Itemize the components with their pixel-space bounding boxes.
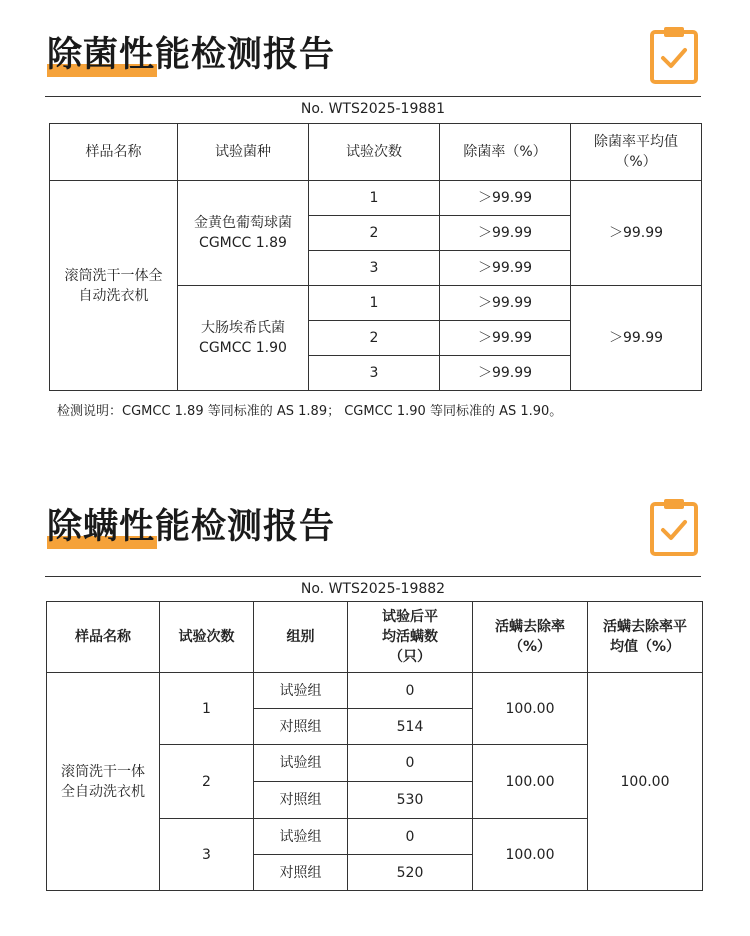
group-label: 对照组 [254,709,348,745]
strain-cell-2 [178,286,309,391]
strain-code: CGMCC 1.89 [199,235,287,251]
table-header-row [50,124,702,181]
table-row [50,181,702,216]
mite-removal-report-table [46,601,703,891]
header-group: 组别 [254,602,348,673]
table-row [47,673,703,709]
rate-value: ＞99.99 [440,216,571,251]
rate-value: ＞99.99 [440,321,571,356]
header-trial-count: 试验次数 [309,124,440,181]
strain-name: 大肠埃希氏菌 [201,320,285,336]
trial-number: 3 [160,819,254,891]
strain-code: CGMCC 1.90 [199,340,287,356]
test-note: 检测说明：CGMCC 1.89 等同标准的 AS 1.89； CGMCC 1.90 等同标准的 AS 1.90。 [57,404,563,419]
header-sample-name: 样品名称 [50,124,178,181]
section1-report-number: No. WTS2025-19881 [300,101,446,117]
group-label: 试验组 [254,819,348,855]
section2-report-number: No. WTS2025-19882 [300,581,446,597]
section2-divider [45,576,701,577]
rate-value: ＞99.99 [440,181,571,216]
header-rate: 除菌率（%） [440,124,571,181]
mite-count: 0 [348,819,473,855]
group-label: 试验组 [254,745,348,782]
sample-name-cell: 滚筒洗干一体全自动洗衣机 [47,673,160,891]
strain-cell-1 [178,181,309,286]
rate-value: ＞99.99 [440,251,571,286]
group-label: 试验组 [254,673,348,709]
clipboard-check-icon [648,497,700,557]
avg-rate-value: ＞99.99 [571,286,702,391]
header-avg-mites: 试验后平均活螨数（只） [348,602,473,673]
trial-number: 2 [309,321,440,356]
mite-count: 514 [348,709,473,745]
header-avg-rate: 除菌率平均值（%） [571,124,702,181]
removal-rate-value: 100.00 [473,745,588,819]
section1-title: 除菌性能检测报告 [47,35,336,75]
section2-title-wrap [47,505,335,549]
group-label: 对照组 [254,855,348,891]
trial-number: 3 [309,251,440,286]
mite-count: 520 [348,855,473,891]
rate-value: ＞99.99 [440,356,571,391]
trial-number: 3 [309,356,440,391]
strain-name: 金黄色葡萄球菌 [194,215,292,231]
sample-name-cell: 滚筒洗干一体全自动洗衣机 [50,181,178,391]
sterilization-report-table [49,123,702,391]
clipboard-check-icon [648,25,700,85]
removal-rate-value: 100.00 [473,819,588,891]
trial-number: 1 [160,673,254,745]
mite-count: 0 [348,673,473,709]
header-strain: 试验菌种 [178,124,309,181]
header-removal-rate: 活螨去除率（%） [473,602,588,673]
avg-removal-rate-value: 100.00 [588,673,703,891]
removal-rate-value: 100.00 [473,673,588,745]
mite-count: 0 [348,745,473,782]
section2-title: 除螨性能检测报告 [47,507,336,547]
rate-value: ＞99.99 [440,286,571,321]
group-label: 对照组 [254,782,348,819]
table-header-row [47,602,703,673]
section1-title-wrap [47,33,335,77]
header-trial-count: 试验次数 [160,602,254,673]
section1-divider [45,96,701,97]
avg-rate-value: ＞99.99 [571,181,702,286]
trial-number: 2 [160,745,254,819]
mite-count: 530 [348,782,473,819]
header-avg-removal-rate: 活螨去除率平均值（%） [588,602,703,673]
header-sample-name: 样品名称 [47,602,160,673]
trial-number: 1 [309,286,440,321]
trial-number: 2 [309,216,440,251]
trial-number: 1 [309,181,440,216]
